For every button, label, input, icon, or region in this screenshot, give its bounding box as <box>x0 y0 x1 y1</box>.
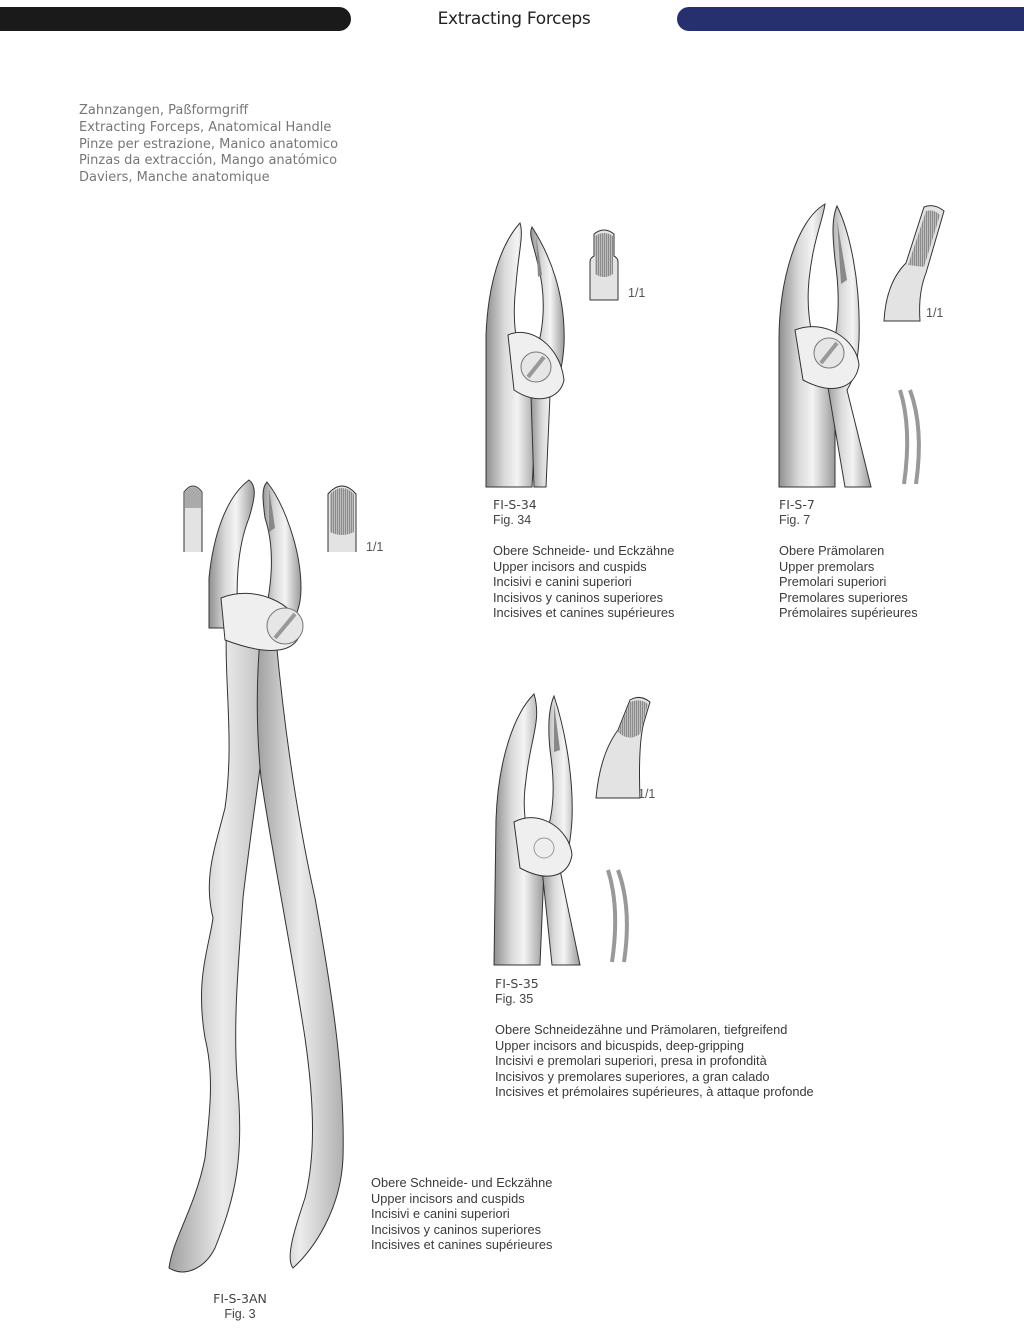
product-code: FI-S-3AN <box>213 1291 267 1306</box>
description-de: Obere Schneide- und Eckzähne <box>493 543 675 558</box>
header-bar-left <box>0 7 351 31</box>
header-bar-right <box>677 7 1024 31</box>
product-fi-s-3an <box>200 1291 280 1322</box>
product-fi-s-3an-description <box>371 1175 552 1253</box>
page-title: Extracting Forceps <box>437 9 591 29</box>
figure-label: Fig. 3 <box>224 1307 256 1321</box>
description-de: Obere Schneide- und Eckzähne <box>371 1175 553 1190</box>
description-fr: Incisives et canines supérieures <box>371 1237 553 1253</box>
scale-label-fi-s-35: 1/1 <box>638 787 656 801</box>
tip-detail-fi-s-34 <box>588 228 620 300</box>
forceps-fi-s-34-illustration <box>480 215 580 487</box>
description-de: Obere Prämolaren <box>779 543 885 558</box>
description-it: Incisivi e canini superiori <box>371 1206 510 1222</box>
description-es: Incisivos y caninos superiores <box>371 1221 541 1237</box>
tip-detail-fi-s-7 <box>882 203 948 323</box>
intro-line-en: Extracting Forceps, Anatomical Handle <box>79 119 332 135</box>
description-it: Premolari superiori <box>779 574 887 590</box>
profile-detail-fi-s-35 <box>604 868 634 964</box>
forceps-fi-s-7-illustration <box>775 200 875 487</box>
scale-label-fi-s-7: 1/1 <box>926 306 944 320</box>
description-en: Upper premolars <box>779 558 875 574</box>
figure-label: Fig. 34 <box>493 513 532 527</box>
description-fr: Incisives et prémolaires supérieures, à attaque profonde <box>495 1084 814 1100</box>
product-code: FI-S-7 <box>779 497 815 512</box>
intro-line-it: Pinze per estrazione, Manico anatomico <box>79 136 339 152</box>
description-es: Premolares superiores <box>779 589 908 605</box>
product-code: FI-S-35 <box>495 976 539 991</box>
tip-detail-side-fi-s-3an <box>327 482 357 552</box>
description-de: Obere Schneidezähne und Prämolaren, tiefgreifend <box>495 1022 788 1037</box>
product-fi-s-7 <box>779 497 918 621</box>
intro-line-de: Zahnzangen, Paßformgriff <box>79 103 249 118</box>
product-fi-s-34 <box>493 497 674 621</box>
description-fr: Prémolaires supérieures <box>779 605 918 621</box>
product-fi-s-35 <box>495 976 814 1100</box>
scale-label-fi-s-3an: 1/1 <box>366 540 384 554</box>
forceps-fi-s-3an-illustration <box>165 478 365 1278</box>
description-it: Incisivi e premolari superiori, presa in profondità <box>495 1053 767 1069</box>
intro-line-fr: Daviers, Manche anatomique <box>79 170 270 186</box>
description-en: Upper incisors and bicuspids, deep-gripping <box>495 1037 744 1053</box>
forceps-fi-s-35-illustration <box>490 690 590 965</box>
figure-label: Fig. 35 <box>495 992 534 1006</box>
description-en: Upper incisors and cuspids <box>493 558 647 574</box>
figure-label: Fig. 7 <box>779 513 811 527</box>
tip-detail-fi-s-35 <box>594 694 656 800</box>
scale-label-fi-s-34: 1/1 <box>628 286 646 300</box>
intro-text <box>79 103 338 187</box>
profile-detail-fi-s-7 <box>896 388 926 486</box>
description-fr: Incisives et canines supérieures <box>493 605 675 621</box>
intro-line-es: Pinzas da extracción, Mango anatómico <box>79 153 338 169</box>
description-es: Incisivos y premolares superiores, a gran calado <box>495 1068 770 1084</box>
description-it: Incisivi e canini superiori <box>493 574 632 590</box>
description-es: Incisivos y caninos superiores <box>493 589 663 605</box>
description-en: Upper incisors and cuspids <box>371 1190 525 1206</box>
product-code: FI-S-34 <box>493 497 537 512</box>
